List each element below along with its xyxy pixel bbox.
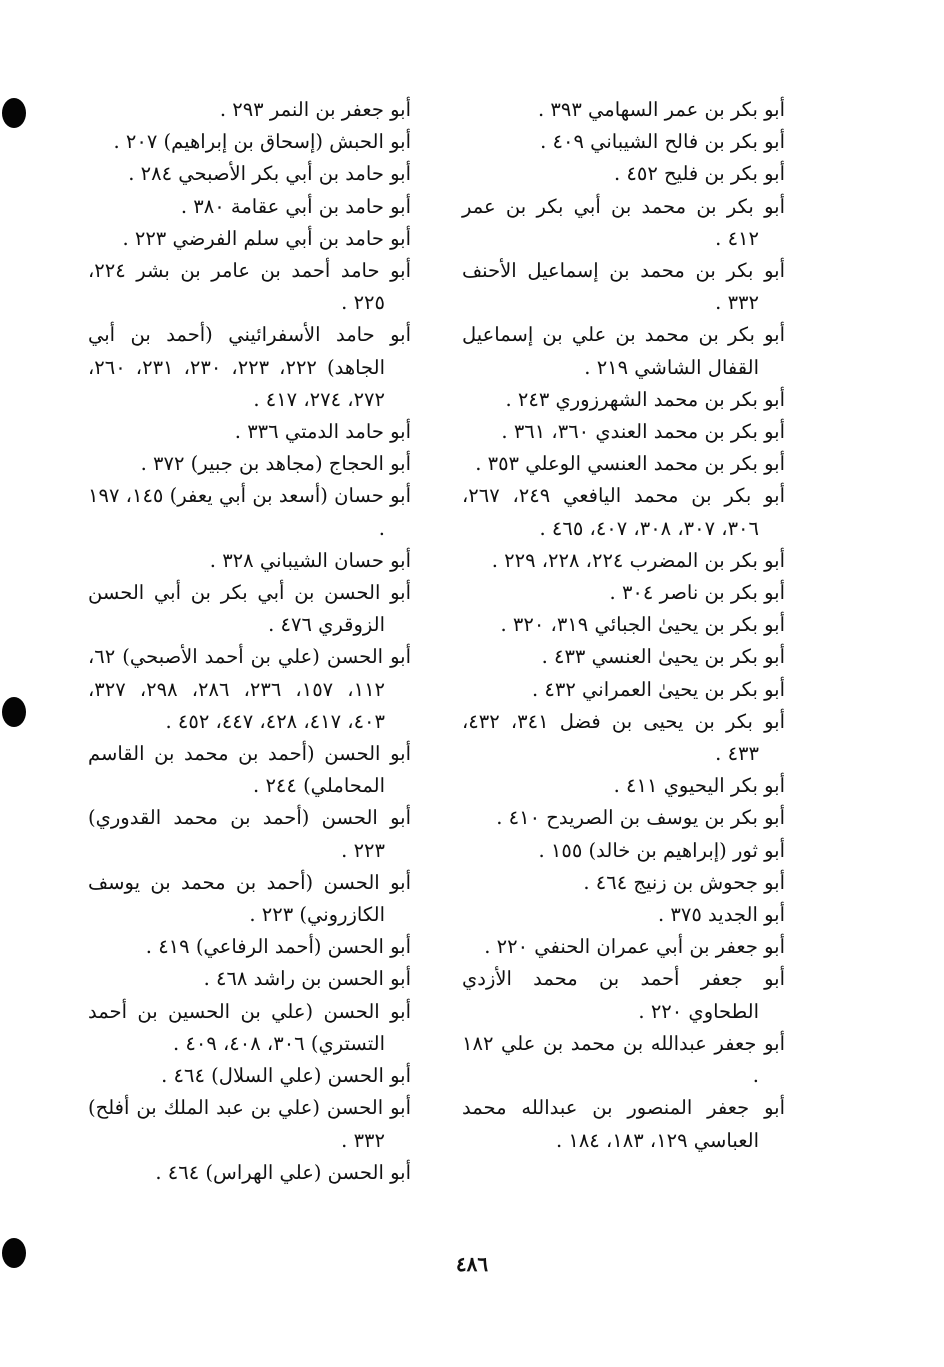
index-entry: أبو الحسن (أحمد بن محمد بن يوسف الكازروني) ٢٢٣ . [88, 870, 411, 927]
index-entry: أبو بكر بن محمد العندي ٣٦٠، ٣٦١ . [501, 420, 785, 444]
index-entry: أبو بكر بن عمر السهامي ٣٩٣ . [537, 98, 785, 121]
index-entry: أبو الحسن (علي السلال) ٤٦٤ . [161, 1064, 411, 1088]
index-entry: أبو حامد بن أبي سلم الفرضي ٢٢٣ . [122, 226, 411, 250]
page-number: ٤٨٦ [455, 1252, 489, 1276]
index-entry: أبو الجديد ٣٧٥ . [658, 903, 785, 927]
index-entry: أبو جعفر بن النمر ٢٩٣ . [219, 98, 411, 121]
index-entry: أبو بكر بن محمد بن علي بن إسماعيل القفال الشاشي ٢١٩ . [462, 323, 785, 379]
index-entry: أبو حامد بن أبي عقامة ٣٨٠ . [180, 194, 411, 218]
index-entry: أبو الحسن (علي بن الحسين بن أحمد التستري) ٣٠٦، ٤٠٨، ٤٠٩ . [88, 999, 411, 1055]
index-entry: أبو الحسن بن أبي بكر بن أبي الحسن الزوقري ٤٧٦ . [88, 581, 411, 637]
index-entry: أبو الحسن (علي الهراس) ٤٦٤ . [155, 1160, 411, 1184]
index-entry: أبو الحسن بن راشد ٤٦٨ . [203, 967, 411, 991]
index-entry: أبو بكر بن يحيىٰ العنسي ٤٣٣ . [541, 645, 785, 669]
index-entry: أبو حامد الدمتي ٣٣٦ . [234, 420, 411, 444]
index-entry: أبو الحجاج (مجاهد بن جبير) ٣٧٢ . [140, 452, 411, 476]
index-entry: أبو حامد بن أبي بكر الأصبحي ٢٨٤ . [128, 162, 411, 186]
index-entry: أبو بكر بن محمد الشهرزوري ٢٤٣ . [505, 387, 785, 411]
index-column-left [88, 94, 411, 1189]
index-entry: أبو بكر بن محمد اليافعي ٢٤٩، ٢٦٧، ٣٠٦، ٣٠٧، ٣٠٨، ٤٠٧، ٤٦٥ . [462, 484, 785, 540]
index-entry: أبو بكر بن محمد بن أبي بكر بن عمر ٤١٢ . [462, 194, 785, 250]
index-entry: أبو بكر بن يحيى بن فضل ٣٤١، ٤٣٢، ٤٣٣ . [462, 709, 785, 766]
index-entry: أبو بكر بن يحيىٰ الجبائي ٣١٩، ٣٢٠ . [500, 613, 785, 637]
index-entry: أبو الحسن (أحمد الرفاعي) ٤١٩ . [145, 935, 411, 959]
index-entry: أبو حامد أحمد بن عامر بن بشر ٢٢٤، ٢٢٥ . [88, 259, 411, 315]
index-entry: أبو بكر بن محمد بن إسماعيل الأحنف ٣٣٢ . [462, 259, 785, 315]
index-entry: أبو ثور (إبراهيم بن خالد) ١٥٥ . [538, 838, 785, 862]
index-entry: أبو الحسن (أحمد بن محمد القدوري) ٢٢٣ . [88, 806, 411, 862]
index-entry: أبو جعفر المنصور بن عبدالله محمد العباسي ١٢٩، ١٨٣، ١٨٤ . [462, 1096, 785, 1152]
index-entry: أبو بكر اليحيوي ٤١١ . [613, 774, 785, 798]
index-entry: أبو جعفر أحمد بن محمد الأزدي الطحاوي ٢٢٠ . [462, 967, 785, 1023]
index-entry: أبو بكر بن يحيىٰ العمراني ٤٣٢ . [531, 677, 785, 701]
index-entry: أبو حسان الشيباني ٣٢٨ . [209, 548, 411, 572]
binder-hole-middle [2, 697, 26, 727]
index-entry: أبو بكر بن محمد العنسي الوعلي ٣٥٣ . [475, 452, 785, 476]
index-entry: أبو بكر بن فالح الشيباني ٤٠٩ . [540, 130, 785, 154]
index-entry: أبو بكر بن فليح ٤٥٢ . [613, 162, 785, 186]
index-entry: أبو بكر بن يوسف بن الصريدح ٤١٠ . [496, 806, 785, 830]
index-entry: أبو حسان (أسعد بن أبي يعفر) ١٤٥، ١٩٧ . [88, 484, 412, 540]
index-entry: أبو الحسن (أحمد بن محمد بن القاسم المحاملي) ٢٤٤ . [88, 742, 411, 798]
index-entry: أبو بكر بن ناصر ٣٠٤ . [609, 581, 785, 605]
index-entry: أبو جعفر عبدالله بن محمد بن علي ١٨٢ . [462, 1031, 785, 1088]
index-column-right [462, 94, 785, 1157]
binder-hole-top [2, 98, 26, 128]
index-entry: أبو الحسن (علي بن عبد الملك بن أفلح) ٣٣٢ . [88, 1096, 411, 1152]
index-entry: أبو جحوش بن زنيج ٤٦٤ . [583, 870, 785, 894]
index-entry: أبو حامد الأسفرائيني (أحمد بن أبي الجاهد) ٢٢٢، ٢٢٣، ٢٣٠، ٢٣١، ٢٦٠، ٢٧٢، ٢٧٤، ٤١٧ . [88, 323, 411, 411]
index-entry: أبو بكر بن المضرب ٢٢٤، ٢٢٨، ٢٢٩ . [491, 548, 785, 572]
index-entry: أبو الحبش (إسحاق بن إبراهيم) ٢٠٧ . [113, 130, 411, 154]
index-entry: أبو جعفر بن أبي عمران الحنفي ٢٢٠ . [484, 935, 785, 959]
index-entry: أبو الحسن (علي بن أحمد الأصبحي) ٦٢، ١١٢، ١٥٧، ٢٣٦، ٢٨٦، ٢٩٨، ٣٢٧، ٤٠٣، ٤١٧، ٤٢٨، ٤٤٧، ٤٥٢ . [88, 645, 411, 733]
